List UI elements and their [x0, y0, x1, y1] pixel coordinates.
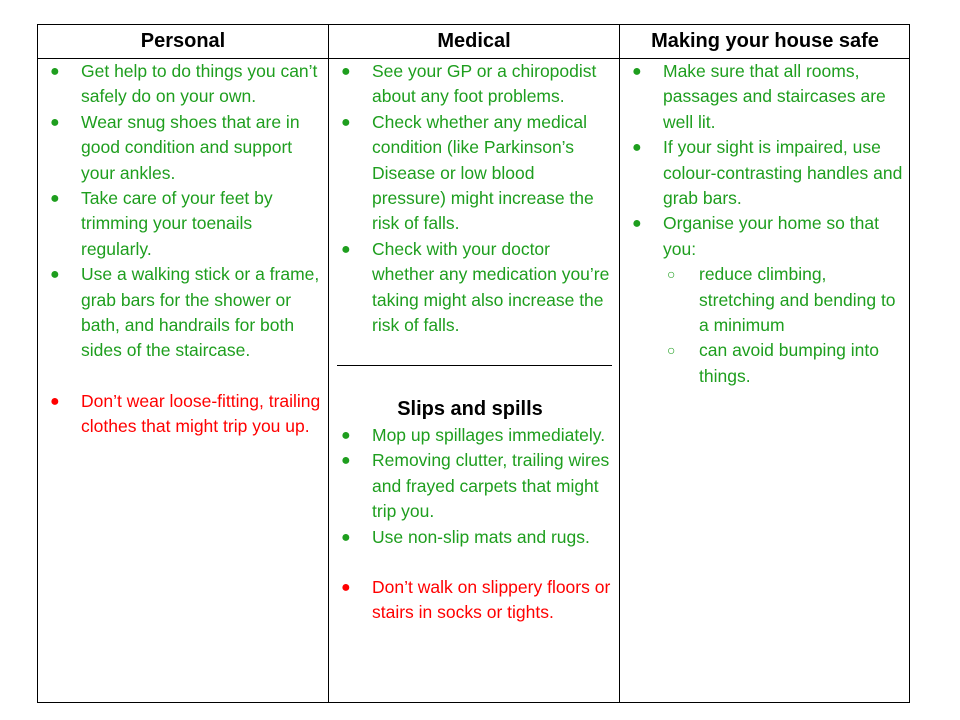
bullet-icon: ●: [341, 427, 351, 444]
bullet-icon: ●: [50, 392, 60, 410]
list-item: ● Use non-slip mats and rugs.: [329, 525, 611, 550]
circle-bullet-icon: ○: [667, 266, 676, 283]
medical-column: [329, 59, 611, 338]
circle-bullet-icon: ○: [667, 342, 676, 359]
list-item: ● Use a walking stick or a frame, grab bars for the shower or bath, and handrails for both sides of the staircase.: [50, 264, 320, 361]
bullet-icon: ●: [341, 452, 351, 470]
bullet-icon: ●: [341, 113, 351, 131]
bullet-icon: ●: [341, 579, 351, 597]
bullet-icon: ●: [50, 190, 60, 208]
list-item: ● See your GP or a chiropodist about any foot problems.: [341, 61, 597, 107]
list-item: ● Make sure that all rooms, passages and staircases are well lit.: [632, 61, 886, 132]
bullet-icon: ●: [632, 63, 642, 80]
slips-list: [329, 423, 611, 550]
house-list: [620, 59, 904, 389]
medical-list: [329, 59, 611, 338]
list-item: ● Removing clutter, trailing wires and frayed carpets that might trip you.: [341, 450, 610, 522]
house-sublist: [663, 262, 904, 389]
list-item: ● Take care of your feet by trimming your toenails regularly.: [50, 188, 273, 259]
slips-section: [329, 395, 611, 626]
warning-item: ● Don’t walk on slippery floors or stairs in socks or tights.: [341, 577, 611, 623]
list-item: ● Mop up spillages immediately.: [329, 423, 611, 448]
warning-item: ● Don’t wear loose-fitting, trailing clothes that might trip you up.: [50, 390, 321, 437]
header-personal: Personal: [140, 30, 226, 52]
list-item: ● Check whether any medical condition (like Parkinson’s Disease or low blood pressure) might increase the risk of falls.: [341, 111, 594, 234]
header-medical: Medical: [437, 30, 511, 52]
sublist-item: ○ can avoid bumping into things.: [667, 340, 879, 386]
bullet-icon: ●: [50, 63, 60, 80]
personal-warning-list: [38, 389, 322, 440]
house-column: [620, 59, 904, 389]
list-item: ● Get help to do things you can’t safely do on your own.: [50, 61, 318, 107]
bullet-icon: ●: [50, 266, 60, 284]
section-divider: [337, 365, 612, 366]
bullet-icon: ●: [341, 528, 351, 546]
bullet-icon: ●: [632, 139, 642, 157]
sublist-item: ○ reduce climbing, stretching and bending to a minimum: [667, 264, 896, 336]
bullet-icon: ●: [341, 240, 351, 258]
bullet-icon: ●: [50, 113, 60, 131]
header-house-safety: Making your house safe: [651, 30, 879, 52]
personal-column: [38, 59, 322, 440]
bullet-icon: ●: [341, 63, 351, 80]
slips-warning-list: [329, 575, 611, 626]
list-item: ● If your sight is impaired, use colour-contrasting handles and grab bars.: [632, 137, 903, 209]
list-item: ● Check with your doctor whether any medication you’re taking might also increase the risk of falls.: [341, 238, 610, 336]
bullet-icon: ●: [632, 215, 642, 233]
list-item: ● Organise your home so that you: ○ reduce climbing, stretching and bending to a minimum ○ can avoid bumping into things.: [620, 211, 904, 389]
slips-title: Slips and spills: [397, 398, 543, 420]
list-item: ● Wear snug shoes that are in good condition and support your ankles.: [50, 111, 300, 183]
personal-list: [38, 59, 322, 364]
advice-table: [37, 24, 910, 703]
